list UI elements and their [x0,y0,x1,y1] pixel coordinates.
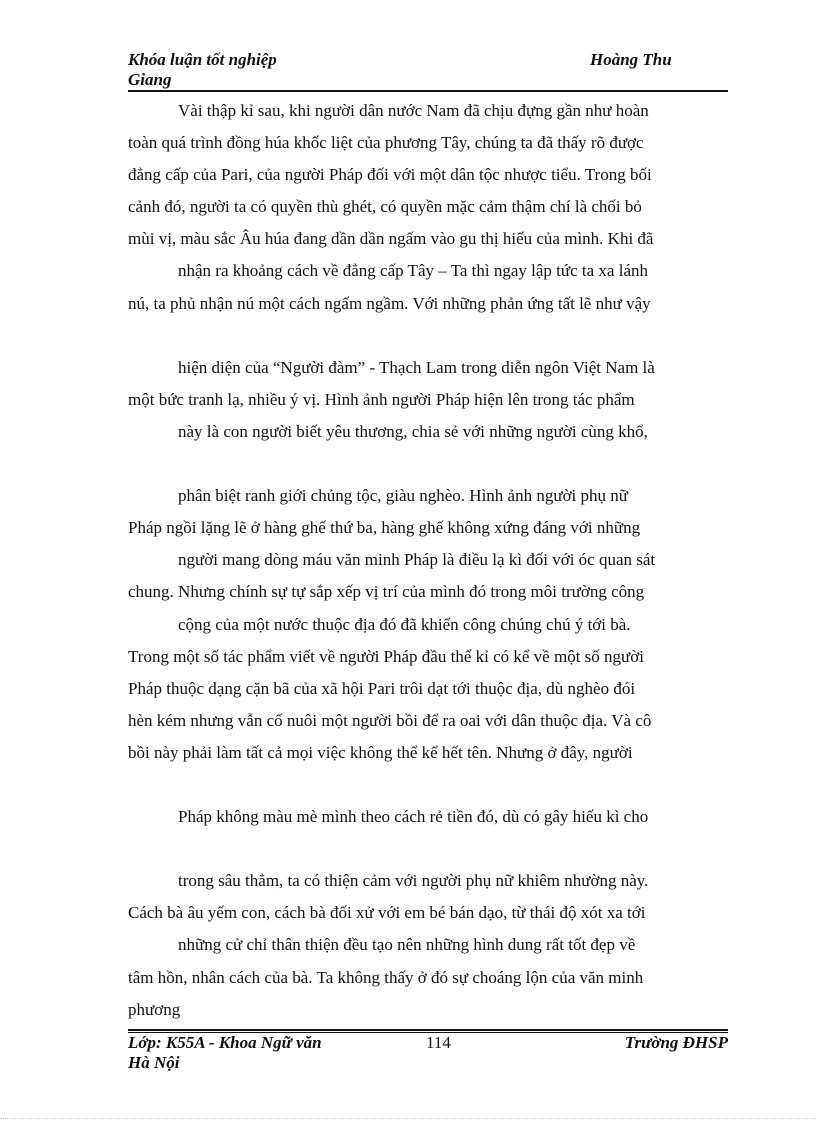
text-line: phương [128,999,181,1019]
text-line-justified [128,320,728,352]
text-line: nhận ra khoảng cách về đẳng cấp Tây – Ta thì ngay lập tức ta xa lánh [178,261,648,281]
text-line: chung. Nhưng chính sự tự sắp xếp vị trí của mình đó trong môi trường công [128,582,645,602]
text-line-justified [128,448,728,480]
header-rule [128,90,728,92]
page-header [128,50,728,90]
text-line: trong sâu thẳm, ta có thiện cảm với người phụ nữ khiêm nhường này. [178,871,649,891]
page-edge-dotted-line [0,1118,816,1119]
text-line: người mang dòng máu văn minh Pháp là điều lạ kì đối với óc quan sát [178,550,656,570]
header-author-name: Hoàng Thu [590,50,672,69]
footer-class-info: Lớp: K55A - Khoa Ngữ văn [128,1033,322,1052]
text-line: hèn kém nhưng vẫn cố nuôi một người bồi để ra oai với dân thuộc địa. Và cô [128,710,652,730]
header-author-name-continued: Giang [128,70,172,89]
text-line: bồi này phải làm tất cả mọi việc không thể kể hết tên. Nhưng ở đây, người [128,742,633,762]
text-line: Pháp thuộc dạng cặn bã của xã hội Pari trôi dạt tới thuộc địa, dù nghèo đói [128,678,636,698]
text-line: toàn quá trình đồng húa khốc liệt của phương Tây, chúng ta đã thấy rõ được [128,133,644,153]
text-line: hiện diện của “Người đàm” - Thạch Lam trong diễn ngôn Việt Nam là [178,357,655,377]
text-line: đẳng cấp của Pari, của người Pháp đối với một dân tộc nhược tiểu. Trong bối [128,165,652,185]
text-line: cộng của một nước thuộc địa đó đã khiến công chúng chú ý tới bà. [178,614,631,634]
text-line: phân biệt ranh giới chủng tộc, giàu nghèo. Hình ảnh người phụ nữ [178,486,628,506]
text-line: Pháp không màu mè mình theo cách rẻ tiền đó, dù có gây hiếu kì cho [178,807,649,827]
text-line: Cách bà âu yếm con, cách bà đối xử với em bé bán dạo, từ thái độ xót xa tới [128,903,646,923]
page-footer [128,1033,728,1073]
text-line-justified [128,833,728,865]
text-line: mùi vị, màu sắc Âu húa đang dần dần ngấm vào gu thị hiếu của mình. Khi đã [128,229,654,249]
header-thesis-title: Khóa luận tốt nghiệp [128,50,277,69]
text-line: Trong một số tác phẩm viết về người Pháp đầu thế kỉ có kể về một số người [128,646,644,666]
text-line-justified [128,769,728,801]
text-line: cảnh đó, người ta có quyền thù ghét, có quyền mặc cảm thậm chí là chối bỏ [128,197,642,217]
footer-university-continued: Hà Nội [128,1053,180,1072]
body-text [128,95,728,1026]
text-line: Vài thập kỉ sau, khi người dân nước Nam đã chịu đựng gần như hoàn [178,101,649,120]
text-line: nú, ta phủ nhận nú một cách ngấm ngầm. Với những phản ứng tất lẽ như vậy [128,293,651,313]
text-line: này là con người biết yêu thương, chia sẻ với những người cùng khổ, [178,421,648,441]
text-line: Pháp ngồi lặng lẽ ở hàng ghế thứ ba, hàng ghế không xứng đáng với những [128,518,641,538]
page-number: 114 [426,1033,451,1052]
text-line: tâm hồn, nhân cách của bà. Ta không thấy ở đó sự choáng lộn của văn minh [128,967,644,987]
footer-university: Trường ĐHSP [624,1033,728,1052]
footer-rule [128,1029,728,1031]
text-line: một bức tranh lạ, nhiều ý vị. Hình ảnh người Pháp hiện lên trong tác phẩm [128,389,635,409]
text-line: những cử chỉ thân thiện đều tạo nên những hình dung rất tốt đẹp về [178,935,636,955]
